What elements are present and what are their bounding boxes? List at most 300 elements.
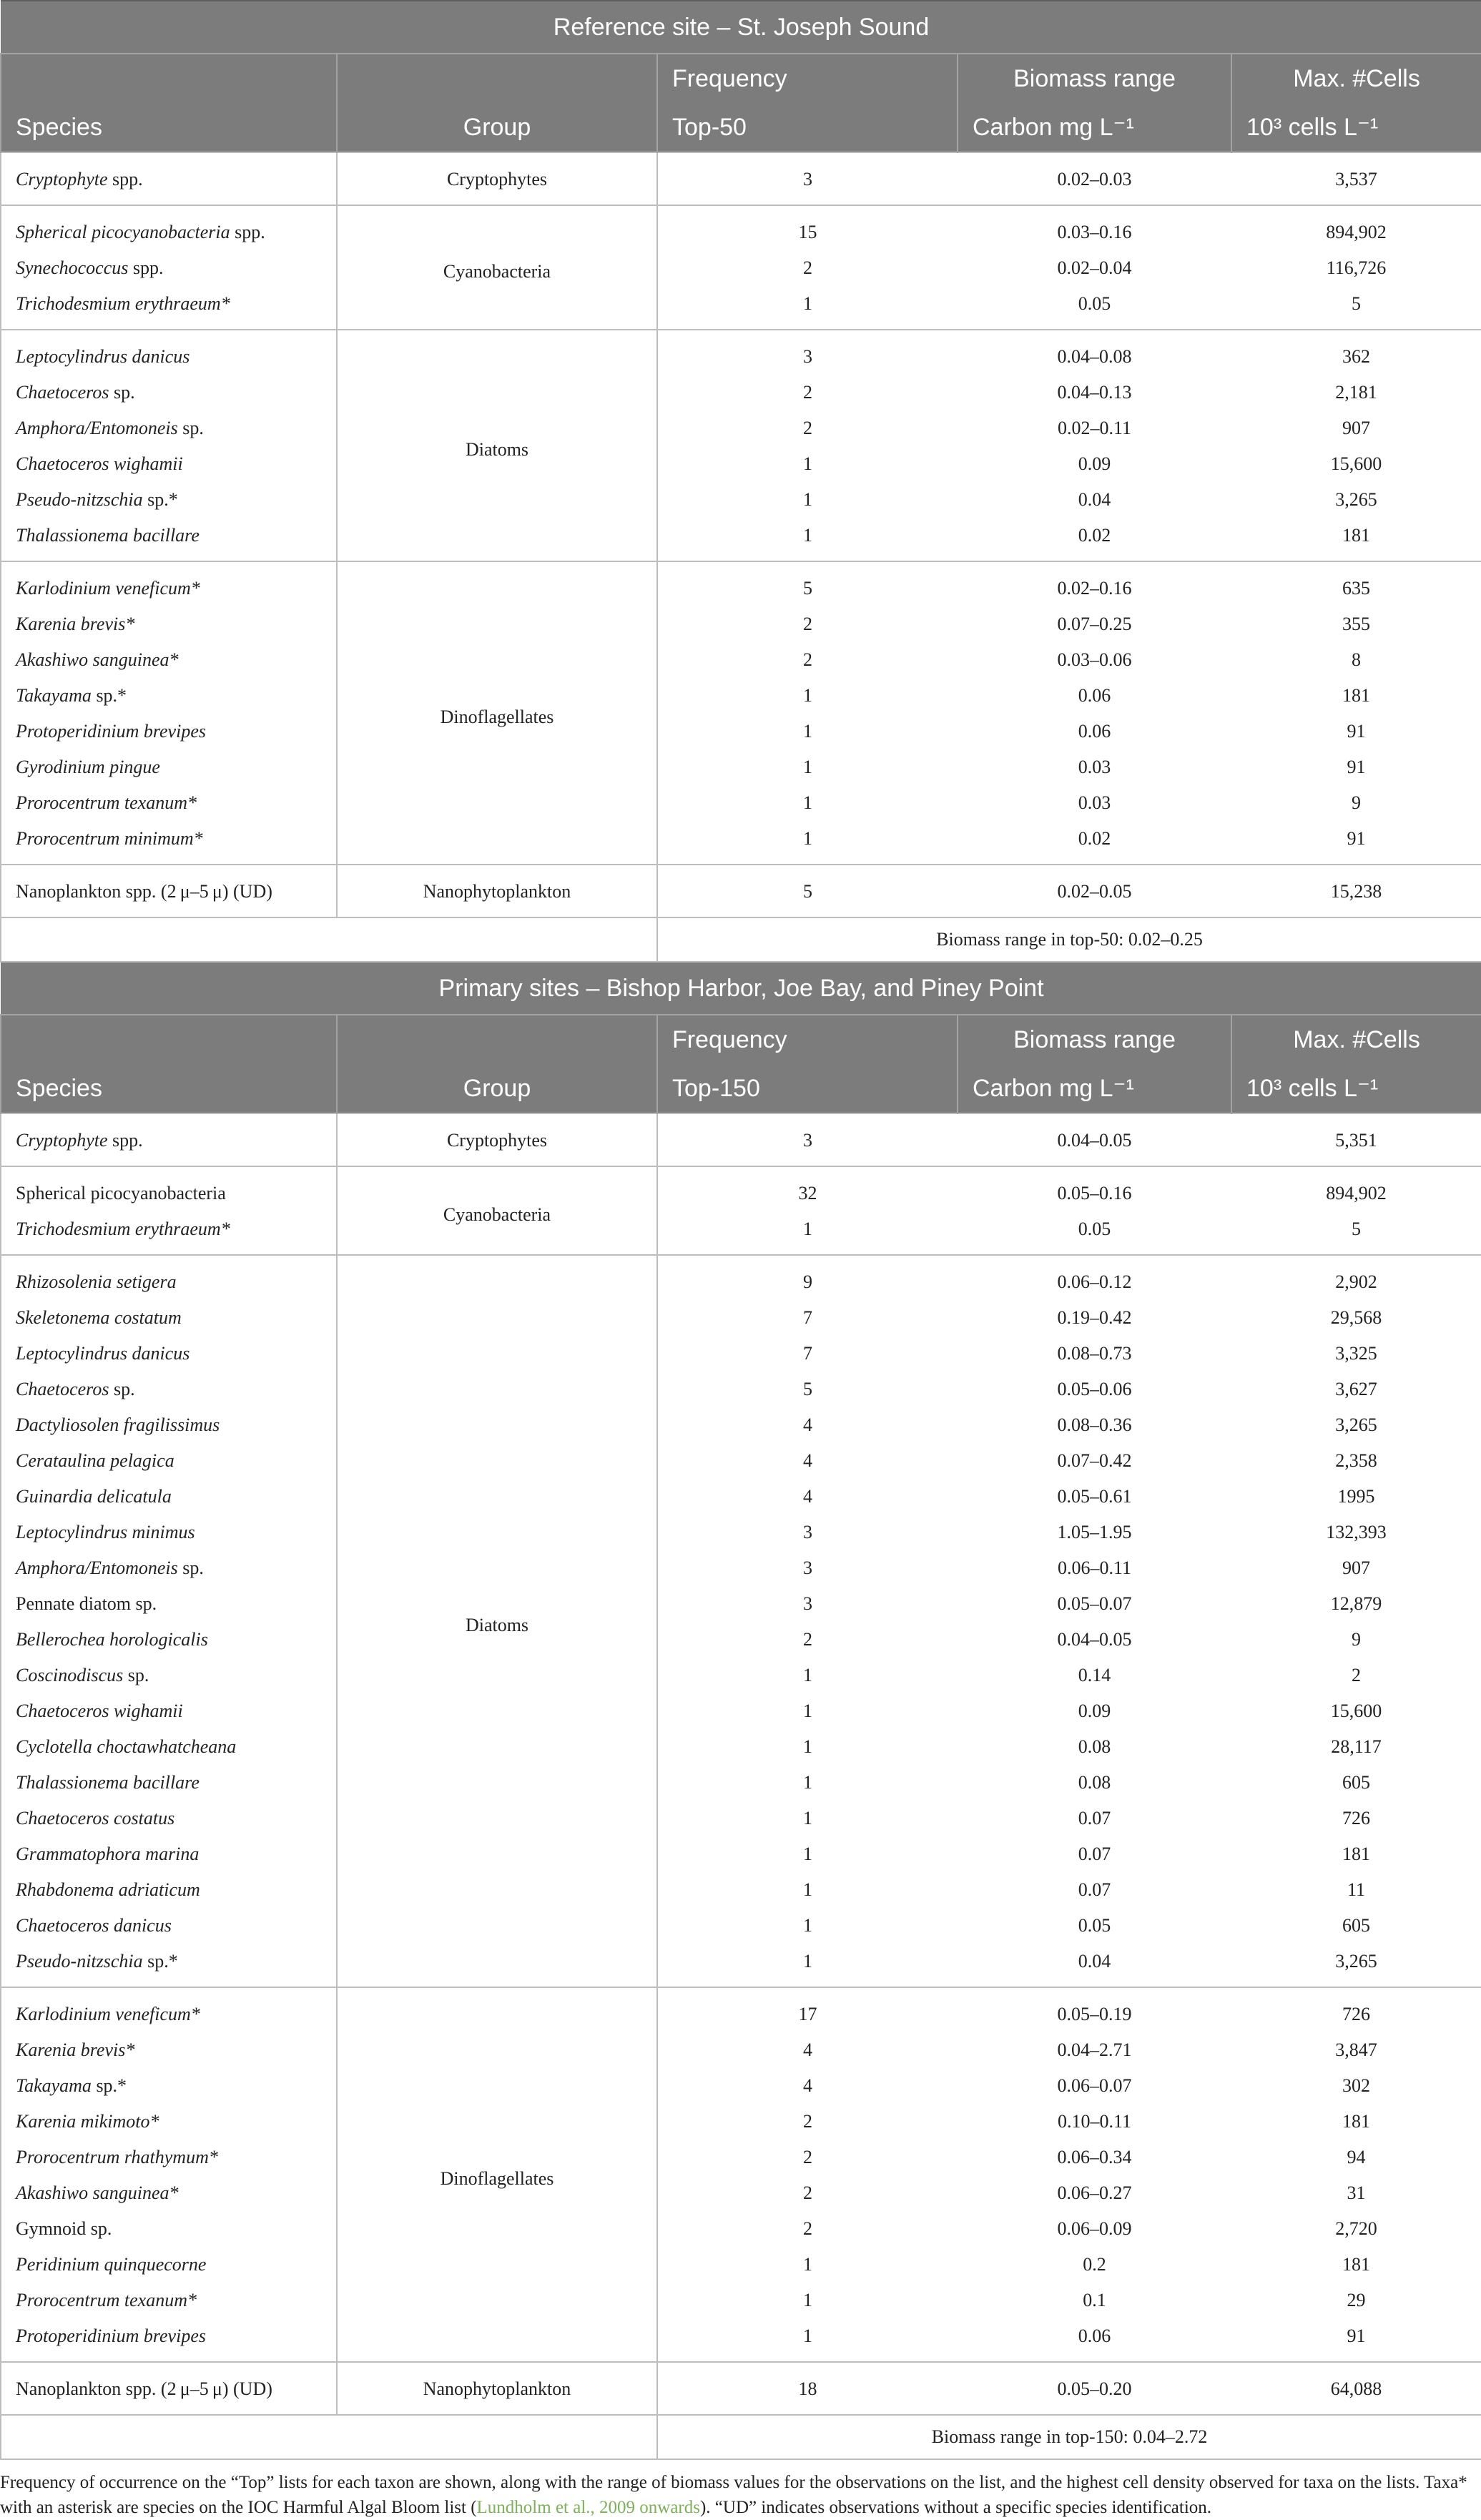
table-row — [1, 865, 1481, 917]
max-cells-cell: 91 — [1231, 821, 1481, 865]
max-cells-cell: 5 — [1231, 1211, 1481, 1255]
frequency-cell: 4 — [803, 1414, 812, 1435]
species-cell — [1, 561, 337, 606]
max-cells-cell: 181 — [1231, 1836, 1481, 1872]
table-row — [1, 1166, 1481, 1211]
header-biomass-range: Biomass range — [958, 1015, 1231, 1064]
species-cell: Cryptophyte spp. — [1, 152, 337, 205]
group-cell: Cryptophytes — [337, 1113, 657, 1166]
species-name: Nanoplankton spp. (2 μ–5 μ) (UD) — [16, 881, 272, 902]
species-name: Cryptophyte — [16, 169, 108, 190]
biomass-cell: 0.09 — [1078, 453, 1111, 474]
frequency-cell: 1 — [803, 1700, 812, 1721]
biomass-cell: 0.06–0.12 — [958, 1255, 1231, 1300]
header-top: Top-150 — [657, 1064, 958, 1113]
max-cells-cell: 64,088 — [1231, 2362, 1481, 2415]
frequency-cell: 1 — [803, 828, 812, 849]
frequency-cell: 1 — [803, 1808, 812, 1829]
species-name: Pseudo-nitzschia — [16, 489, 143, 510]
header-max-cells: Max. #Cells — [1231, 54, 1481, 103]
species-name: Protoperidinium brevipes — [16, 721, 206, 742]
header-row — [1, 103, 1481, 152]
max-cells-cell: 355 — [1231, 606, 1481, 642]
species-name: Guinardia delicatula — [16, 1486, 172, 1507]
biomass-cell: 0.02–0.11 — [1057, 418, 1132, 438]
biomass-cell: 0.03–0.16 — [958, 205, 1231, 250]
species-cell: Amphora/Entomoneis sp. — [1, 1550, 337, 1586]
biomass-cell: 0.05–0.19 — [958, 1987, 1231, 2032]
species-cell: Synechococcus spp. — [1, 250, 337, 286]
species-cell: Chaetoceros sp. — [1, 1372, 337, 1407]
table-row — [1, 2283, 1481, 2318]
max-cells-cell: 302 — [1231, 2068, 1481, 2104]
species-name: Amphora/Entomoneis — [16, 1557, 178, 1578]
max-cells-cell: 3,325 — [1231, 1336, 1481, 1372]
species-name: Leptocylindrus danicus — [16, 346, 190, 367]
species-cell — [1, 1908, 337, 1944]
species-cell — [1, 1765, 337, 1801]
species-cell — [1, 2211, 337, 2247]
species-name: Karenia brevis* — [16, 2039, 135, 2060]
max-cells-cell: 605 — [1231, 1908, 1481, 1944]
section-title: Reference site – St. Joseph Sound — [1, 1, 1481, 54]
species-name: Chaetoceros — [16, 1379, 109, 1399]
frequency-cell: 1 — [803, 1736, 812, 1757]
header-group: Group — [337, 1064, 657, 1113]
species-name: Chaetoceros wighamii — [16, 453, 183, 474]
species-cell: Amphora/Entomoneis sp. — [1, 410, 337, 446]
biomass-cell: 0.06–0.11 — [1057, 1557, 1132, 1578]
frequency-cell: 1 — [803, 685, 812, 706]
species-cell — [1, 1479, 337, 1515]
biomass-cell: 0.06–0.07 — [1057, 2075, 1132, 2096]
section-title-row — [1, 1, 1481, 54]
table-row — [1, 821, 1481, 865]
summary-blank — [1, 2415, 657, 2459]
frequency-cell: 2 — [803, 1629, 812, 1650]
group-cell: Cyanobacteria — [337, 1166, 657, 1255]
species-name: Dactyliosolen fragilissimus — [16, 1414, 220, 1435]
species-name: Takayama — [16, 2075, 92, 2096]
max-cells-cell: 894,902 — [1231, 205, 1481, 250]
frequency-cell: 2 — [803, 2218, 812, 2239]
biomass-cell: 0.14 — [1078, 1665, 1111, 1685]
frequency-cell: 7 — [803, 1343, 812, 1364]
frequency-cell: 2 — [803, 2111, 812, 2132]
max-cells-cell: 181 — [1231, 678, 1481, 714]
table-row — [1, 375, 1481, 410]
group-cell: Cryptophytes — [337, 152, 657, 205]
biomass-cell: 0.05 — [1078, 293, 1111, 314]
table-row — [1, 1515, 1481, 1550]
table-row — [1, 1479, 1481, 1515]
group-cell: Dinoflagellates — [337, 561, 657, 865]
frequency-cell: 3 — [803, 1557, 812, 1578]
species-cell: Takayama sp.* — [1, 678, 337, 714]
frequency-cell: 2 — [803, 382, 812, 403]
species-name: Prorocentrum texanum* — [16, 792, 197, 813]
species-cell — [1, 1836, 337, 1872]
max-cells-cell: 28,117 — [1231, 1729, 1481, 1765]
summary-row — [1, 917, 1481, 962]
table-row — [1, 1255, 1481, 1300]
group-cell: Diatoms — [337, 1255, 657, 1987]
species-name: Akashiwo sanguinea* — [16, 2182, 179, 2203]
species-cell — [1, 446, 337, 482]
species-cell — [1, 1336, 337, 1372]
frequency-cell: 2 — [803, 614, 812, 634]
species-name: Takayama — [16, 685, 92, 706]
species-name: Thalassionema bacillare — [16, 1772, 200, 1793]
section-title: Primary sites – Bishop Harbor, Joe Bay, and Piney Point — [1, 962, 1481, 1015]
max-cells-cell: 3,537 — [1231, 152, 1481, 205]
species-cell — [1, 2247, 337, 2283]
species-cell: Chaetoceros sp. — [1, 375, 337, 410]
table-row — [1, 286, 1481, 330]
max-cells-cell: 1995 — [1231, 1479, 1481, 1515]
species-cell — [1, 330, 337, 375]
biomass-cell: 0.02 — [1078, 525, 1111, 546]
species-name: Gyrodinium pingue — [16, 757, 160, 777]
frequency-cell: 3 — [803, 1522, 812, 1542]
species-name: Pennate diatom sp. — [16, 1593, 157, 1614]
species-cell — [1, 821, 337, 865]
table-row — [1, 1872, 1481, 1908]
biomass-cell: 0.19–0.42 — [1057, 1307, 1132, 1328]
max-cells-cell: 726 — [1231, 1801, 1481, 1836]
max-cells-cell: 11 — [1231, 1872, 1481, 1908]
frequency-cell: 5 — [657, 865, 958, 917]
species-cell — [1, 518, 337, 561]
group-cell: Dinoflagellates — [337, 1987, 657, 2362]
biomass-cell: 0.07–0.25 — [1057, 614, 1132, 634]
species-cell — [1, 1729, 337, 1765]
frequency-cell: 32 — [657, 1166, 958, 1211]
species-cell — [1, 785, 337, 821]
frequency-cell: 1 — [803, 1879, 812, 1900]
header-row — [1, 54, 1481, 103]
summary-row — [1, 2415, 1481, 2459]
header-species: Species — [1, 1064, 337, 1113]
frequency-cell: 1 — [803, 2325, 812, 2346]
header-carbon: Carbon mg L⁻¹ — [958, 103, 1231, 152]
table-row — [1, 330, 1481, 375]
species-cell — [1, 2104, 337, 2140]
frequency-cell: 1 — [803, 1772, 812, 1793]
footnote-citation-link[interactable]: Lundholm et al., 2009 onwards — [476, 2498, 700, 2517]
header-biomass-range: Biomass range — [958, 54, 1231, 103]
header-carbon: Carbon mg L⁻¹ — [958, 1064, 1231, 1113]
biomass-cell: 0.03 — [1078, 792, 1111, 813]
table-row — [1, 1765, 1481, 1801]
max-cells-cell: 3,265 — [1231, 1407, 1481, 1443]
biomass-cell: 0.04–0.05 — [1057, 1629, 1132, 1650]
species-cell — [1, 1166, 337, 1211]
frequency-cell: 3 — [657, 1113, 958, 1166]
biomass-cell: 0.2 — [1083, 2254, 1106, 2275]
footnote-text: Frequency of occurrence on the “Top” lists for each taxon are shown, along with the range of biomass values for the observations on the list, and the highest cell density observed for taxa on the lists. Taxa* with an asterisk are species on the IOC Harmful Algal Bloom list ( — [0, 2473, 1467, 2517]
species-cell — [1, 1801, 337, 1836]
table-row — [1, 2140, 1481, 2175]
table-row — [1, 2318, 1481, 2362]
table-row — [1, 482, 1481, 518]
max-cells-cell: 181 — [1231, 2247, 1481, 2283]
max-cells-cell: 9 — [1231, 785, 1481, 821]
max-cells-cell: 2,720 — [1231, 2211, 1481, 2247]
table-row — [1, 1908, 1481, 1944]
biomass-cell: 0.08 — [1078, 1736, 1111, 1757]
species-name: Karlodinium veneficum* — [16, 578, 200, 599]
frequency-cell: 17 — [657, 1987, 958, 2032]
species-name: Leptocylindrus minimus — [16, 1522, 195, 1542]
species-name: Nanoplankton spp. (2 μ–5 μ) (UD) — [16, 2378, 272, 2399]
biomass-cell: 0.06–0.27 — [1057, 2182, 1132, 2203]
table-row — [1, 2068, 1481, 2104]
table-row — [1, 606, 1481, 642]
header-group: Group — [337, 103, 657, 152]
header-row — [1, 1064, 1481, 1113]
biomass-cell: 0.05–0.06 — [1057, 1379, 1132, 1399]
species-cell — [1, 749, 337, 785]
species-name: Akashiwo sanguinea* — [16, 649, 179, 670]
table-footnote — [0, 2470, 1473, 2520]
species-name: Cryptophyte — [16, 1130, 108, 1151]
table-row — [1, 518, 1481, 561]
species-cell — [1, 2318, 337, 2362]
species-cell — [1, 865, 337, 917]
frequency-cell: 9 — [657, 1255, 958, 1300]
species-cell — [1, 642, 337, 678]
biomass-cell: 0.02 — [1078, 828, 1111, 849]
table-row — [1, 1586, 1481, 1622]
table-row — [1, 1300, 1481, 1336]
species-name: Amphora/Entomoneis — [16, 418, 178, 438]
table-row — [1, 642, 1481, 678]
species-cell: Pseudo-nitzschia sp.* — [1, 482, 337, 518]
max-cells-cell: 5,351 — [1231, 1113, 1481, 1166]
max-cells-cell: 91 — [1231, 749, 1481, 785]
species-name: Thalassionema bacillare — [16, 525, 200, 546]
max-cells-cell: 94 — [1231, 2140, 1481, 2175]
species-name: Karenia mikimoto* — [16, 2111, 159, 2132]
species-cell — [1, 1586, 337, 1622]
table-row — [1, 678, 1481, 714]
max-cells-cell: 3,627 — [1231, 1372, 1481, 1407]
max-cells-cell: 605 — [1231, 1765, 1481, 1801]
biomass-cell: 0.1 — [1083, 2290, 1106, 2310]
max-cells-cell: 3,265 — [1231, 482, 1481, 518]
biomass-cell: 0.09 — [1078, 1700, 1111, 1721]
species-cell — [1, 1255, 337, 1300]
max-cells-cell: 12,879 — [1231, 1586, 1481, 1622]
max-cells-cell: 2 — [1231, 1658, 1481, 1693]
biomass-cell: 0.07 — [1078, 1879, 1111, 1900]
group-cell: Diatoms — [337, 330, 657, 561]
species-name: Bellerochea horologicalis — [16, 1629, 208, 1650]
frequency-cell: 1 — [803, 1219, 812, 1239]
biomass-cell: 0.08–0.36 — [1057, 1414, 1132, 1435]
species-cell — [1, 2140, 337, 2175]
max-cells-cell: 132,393 — [1231, 1515, 1481, 1550]
frequency-cell: 18 — [657, 2362, 958, 2415]
frequency-cell: 2 — [803, 257, 812, 278]
table-row — [1, 1336, 1481, 1372]
table-row — [1, 205, 1481, 250]
max-cells-cell: 362 — [1231, 330, 1481, 375]
table-row — [1, 1729, 1481, 1765]
max-cells-cell: 29 — [1231, 2283, 1481, 2318]
biomass-cell: 0.04–2.71 — [1057, 2039, 1132, 2060]
max-cells-cell: 2,181 — [1231, 375, 1481, 410]
frequency-cell: 1 — [803, 489, 812, 510]
species-name: Gymnoid sp. — [16, 2218, 112, 2239]
species-cell — [1, 1515, 337, 1550]
frequency-cell: 15 — [657, 205, 958, 250]
header-cells-unit: 10³ cells L⁻¹ — [1231, 1064, 1481, 1113]
table-row — [1, 1407, 1481, 1443]
table-row — [1, 1987, 1481, 2032]
biomass-cell: 0.04–0.13 — [1057, 382, 1132, 403]
biomass-cell: 0.06–0.34 — [1057, 2147, 1132, 2167]
frequency-cell: 1 — [803, 2290, 812, 2310]
species-cell — [1, 2032, 337, 2068]
table-row — [1, 1372, 1481, 1407]
frequency-cell: 1 — [803, 1844, 812, 1864]
max-cells-cell: 15,600 — [1231, 446, 1481, 482]
biomass-summary: Biomass range in top-150: 0.04–2.72 — [657, 2415, 1481, 2459]
header-blank — [1, 54, 337, 103]
species-name: Chaetoceros — [16, 382, 109, 403]
biomass-cell: 0.02–0.16 — [958, 561, 1231, 606]
species-name: Prorocentrum texanum* — [16, 2290, 197, 2310]
species-cell: Cryptophyte spp. — [1, 1113, 337, 1166]
table-row — [1, 2211, 1481, 2247]
biomass-cell: 0.07–0.42 — [1057, 1450, 1132, 1471]
max-cells-cell: 907 — [1231, 410, 1481, 446]
biomass-cell: 0.04–0.08 — [958, 330, 1231, 375]
biomass-cell: 0.06 — [1078, 721, 1111, 742]
species-name: Protoperidinium brevipes — [16, 2325, 206, 2346]
group-cell: Nanophytoplankton — [337, 2362, 657, 2415]
frequency-cell: 1 — [803, 453, 812, 474]
header-top: Top-50 — [657, 103, 958, 152]
biomass-summary: Biomass range in top-50: 0.02–0.25 — [657, 917, 1481, 962]
max-cells-cell: 8 — [1231, 642, 1481, 678]
species-name: Prorocentrum minimum* — [16, 828, 203, 849]
biomass-cell: 0.06–0.09 — [1057, 2218, 1132, 2239]
species-name: Peridinium quinquecorne — [16, 2254, 207, 2275]
biomass-cell: 0.08 — [1078, 1772, 1111, 1793]
biomass-cell: 0.04 — [1078, 489, 1111, 510]
species-name: Rhabdonema adriaticum — [16, 1879, 200, 1900]
max-cells-cell: 907 — [1231, 1550, 1481, 1586]
species-name: Chaetoceros danicus — [16, 1915, 172, 1936]
header-blank — [1, 1015, 337, 1064]
frequency-cell: 4 — [803, 1486, 812, 1507]
table-row — [1, 2175, 1481, 2211]
biomass-cell: 0.05–0.61 — [1057, 1486, 1132, 1507]
max-cells-cell: 91 — [1231, 2318, 1481, 2362]
max-cells-cell: 15,238 — [1231, 865, 1481, 917]
table-row — [1, 561, 1481, 606]
max-cells-cell: 181 — [1231, 518, 1481, 561]
biomass-cell: 0.05–0.20 — [958, 2362, 1231, 2415]
species-name: Rhizosolenia setigera — [16, 1271, 177, 1292]
table-row — [1, 2104, 1481, 2140]
biomass-cell: 0.10–0.11 — [1057, 2111, 1132, 2132]
species-cell — [1, 1211, 337, 1255]
summary-blank — [1, 917, 657, 962]
species-name: Trichodesmium erythraeum* — [16, 293, 230, 314]
species-cell: Coscinodiscus sp. — [1, 1658, 337, 1693]
species-cell — [1, 1622, 337, 1658]
footnote-text-end: ). “UD” indicates observations without a specific species identification. — [699, 2498, 1212, 2517]
species-name: Chaetoceros costatus — [16, 1808, 175, 1829]
biomass-cell: 0.05 — [1078, 1915, 1111, 1936]
max-cells-cell: 31 — [1231, 2175, 1481, 2211]
max-cells-cell: 9 — [1231, 1622, 1481, 1658]
frequency-cell: 3 — [803, 1593, 812, 1614]
max-cells-cell: 181 — [1231, 2104, 1481, 2140]
table-row — [1, 1113, 1481, 1166]
frequency-cell: 1 — [803, 757, 812, 777]
table-row — [1, 1443, 1481, 1479]
biomass-cell: 0.02–0.05 — [958, 865, 1231, 917]
biomass-cell: 0.02–0.04 — [1057, 257, 1132, 278]
max-cells-cell: 5 — [1231, 286, 1481, 330]
species-cell — [1, 606, 337, 642]
species-name: Synechococcus — [16, 257, 129, 278]
species-cell: Spherical picocyanobacteria spp. — [1, 205, 337, 250]
group-cell: Nanophytoplankton — [337, 865, 657, 917]
frequency-cell: 1 — [803, 2254, 812, 2275]
biomass-cell: 0.03 — [1078, 757, 1111, 777]
species-cell — [1, 2283, 337, 2318]
max-cells-cell: 894,902 — [1231, 1166, 1481, 1211]
frequency-cell: 5 — [657, 561, 958, 606]
header-frequency: Frequency — [657, 1015, 958, 1064]
species-cell — [1, 1987, 337, 2032]
max-cells-cell: 726 — [1231, 1987, 1481, 2032]
species-cell — [1, 1407, 337, 1443]
frequency-cell: 2 — [803, 2147, 812, 2167]
species-name: Chaetoceros wighamii — [16, 1700, 183, 1721]
frequency-cell: 7 — [803, 1307, 812, 1328]
max-cells-cell: 2,902 — [1231, 1255, 1481, 1300]
table-row — [1, 2247, 1481, 2283]
frequency-cell: 5 — [803, 1379, 812, 1399]
species-name: Grammatophora marina — [16, 1844, 200, 1864]
frequency-cell: 2 — [803, 418, 812, 438]
frequency-cell: 2 — [803, 649, 812, 670]
species-cell — [1, 286, 337, 330]
header-species: Species — [1, 103, 337, 152]
frequency-cell: 1 — [803, 1665, 812, 1685]
table-row — [1, 1658, 1481, 1693]
frequency-cell: 2 — [803, 2182, 812, 2203]
frequency-cell: 1 — [803, 792, 812, 813]
species-cell — [1, 714, 337, 749]
species-name: Leptocylindrus danicus — [16, 1343, 190, 1364]
max-cells-cell: 2,358 — [1231, 1443, 1481, 1479]
species-name: Skeletonema costatum — [16, 1307, 182, 1328]
table-row — [1, 785, 1481, 821]
table-row — [1, 2362, 1481, 2415]
species-name: Trichodesmium erythraeum* — [16, 1219, 230, 1239]
species-cell — [1, 1872, 337, 1908]
frequency-cell: 4 — [803, 2039, 812, 2060]
biomass-cell: 0.06 — [1078, 685, 1111, 706]
